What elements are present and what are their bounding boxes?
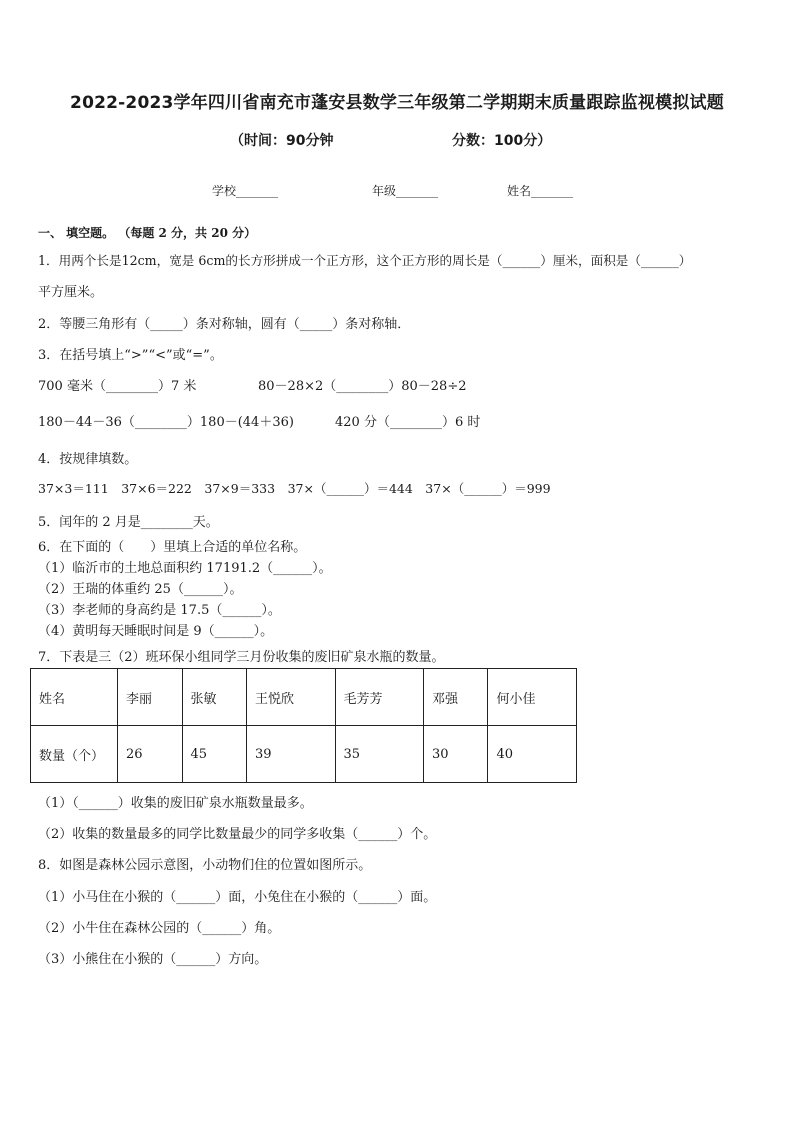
question-8-prompt: 8．如图是森林公园示意图，小动物们住的位置如图所示。: [38, 858, 372, 873]
school-field[interactable]: 学校_______: [212, 184, 279, 198]
question-6-item-3: （3）李老师的身高约是 17.5（______）。: [38, 603, 281, 618]
table-cell: 26: [118, 726, 183, 783]
question-6-item-4: （4）黄明每天睡眠时间是 9（______）。: [38, 624, 274, 639]
section-heading: 一、 填空题。 （每题 2 分，共 20 分）: [38, 226, 257, 240]
question-5: 5．闰年的 2 月是________天。: [38, 515, 219, 530]
table-cell: 39: [247, 726, 335, 783]
question-3-item-b: 80－28×2（________）80－28÷2: [258, 379, 467, 394]
name-field[interactable]: 姓名_______: [507, 184, 574, 198]
page-title: 2022-2023学年四川省南充市蓬安县数学三年级第二学期期末质量跟踪监视模拟试题: [70, 93, 724, 113]
collection-table: [30, 668, 577, 783]
table-header-cell: 何小佳: [488, 669, 577, 726]
table-row: [31, 669, 577, 726]
question-8-item-3: （3）小熊住在小猴的（______）方向。: [38, 952, 268, 967]
grade-field[interactable]: 年级_______: [372, 184, 439, 198]
question-6-item-1: （1）临沂市的土地总面积约 17191.2（______）。: [38, 561, 332, 576]
table-header-cell: 毛芳芳: [335, 669, 423, 726]
question-6-item-2: （2）王瑞的体重约 25（______）。: [38, 582, 243, 597]
question-6-prompt: 6．在下面的（ ）里填上合适的单位名称。: [38, 540, 307, 555]
question-3-item-d: 420 分（________）6 时: [335, 415, 481, 430]
question-4-prompt: 4．按规律填数。: [38, 452, 138, 467]
table-cell: 45: [182, 726, 247, 783]
question-4-sequence: 37×3＝111 37×6＝222 37×9＝333 37×（______）＝444 37×（______）＝999: [38, 481, 551, 496]
table-header-cell: 王悦欣: [247, 669, 335, 726]
table-header-cell: 张敏: [182, 669, 247, 726]
question-7-prompt: 7．下表是三（2）班环保小组同学三月份收集的废旧矿泉水瓶的数量。: [38, 650, 445, 665]
table-cell: 30: [423, 726, 488, 783]
exam-time: （时间：90分钟: [230, 133, 334, 149]
question-1-line-1: 1．用两个长是12cm，宽是 6cm的长方形拼成一个正方形，这个正方形的周长是（______）厘米，面积是（______）: [38, 253, 692, 268]
table-header-cell: 姓名: [31, 669, 118, 726]
question-7-sub-1: （1）（______）收集的废旧矿泉水瓶数量最多。: [38, 796, 313, 811]
table-cell: 35: [335, 726, 423, 783]
table-row: [31, 726, 577, 783]
exam-score: 分数：100分）: [452, 133, 552, 149]
question-3-item-a: 700 毫米（________）7 米: [38, 379, 197, 394]
question-8-item-2: （2）小牛住在森林公园的（______）角。: [38, 921, 281, 936]
question-3-item-c: 180－44－36（________）180－(44＋36): [38, 415, 294, 430]
table-cell: 数量（个）: [31, 726, 118, 783]
question-2: 2．等腰三角形有（_____）条对称轴，圆有（_____）条对称轴．: [38, 317, 411, 332]
table-header-cell: 邓强: [423, 669, 488, 726]
question-1-line-2: 平方厘米。: [38, 285, 104, 300]
table-cell: 40: [488, 726, 577, 783]
table-header-cell: 李丽: [118, 669, 183, 726]
question-7-sub-2: （2）收集的数量最多的同学比数量最少的同学多收集（______）个。: [38, 827, 437, 842]
question-3-prompt: 3．在括号填上“>”“<”或“=”。: [38, 348, 223, 363]
question-8-item-1: （1）小马住在小猴的（______）面，小兔住在小猴的（______）面。: [38, 890, 437, 905]
